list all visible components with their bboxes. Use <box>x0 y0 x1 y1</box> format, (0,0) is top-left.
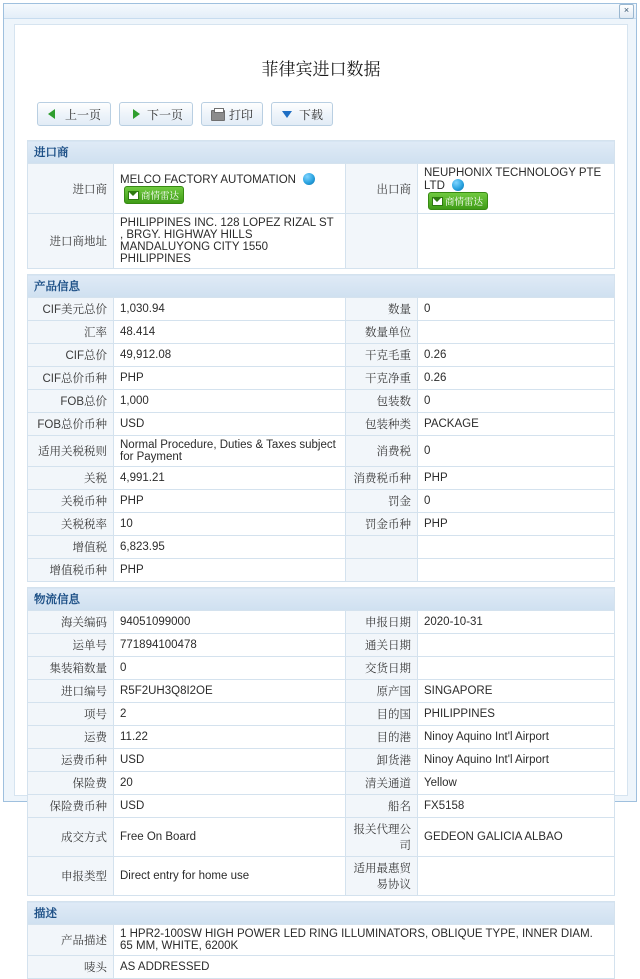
table-row <box>28 956 615 979</box>
field-label: 适用最惠贸易协议 <box>346 857 418 896</box>
field-value: 4,991.21 <box>114 467 346 490</box>
empty-label <box>346 214 418 269</box>
table-row <box>28 367 615 390</box>
field-value: 1,030.94 <box>114 298 346 321</box>
field-label: 适用关税税则 <box>28 436 114 467</box>
field-value: PHP <box>114 367 346 390</box>
product-section <box>27 274 615 582</box>
field-label: 目的国 <box>346 703 418 726</box>
table-row <box>28 559 615 582</box>
field-value: PHP <box>114 490 346 513</box>
field-label: 申报类型 <box>28 857 114 896</box>
field-value <box>418 657 615 680</box>
field-label: 目的港 <box>346 726 418 749</box>
prev-page-button[interactable] <box>37 102 111 126</box>
field-label: 运费币种 <box>28 749 114 772</box>
prev-page-label: 上一页 <box>65 107 102 122</box>
table-row <box>28 680 615 703</box>
field-value: 49,912.08 <box>114 344 346 367</box>
exporter-value <box>418 164 615 214</box>
importer-name: MELCO FACTORY AUTOMATION <box>120 174 296 186</box>
field-value: Normal Procedure, Duties & Taxes subject for Payment <box>114 436 346 467</box>
next-page-label: 下一页 <box>147 107 184 122</box>
table-row <box>28 344 615 367</box>
table-row <box>28 657 615 680</box>
contact-radar-badge[interactable] <box>428 192 488 210</box>
field-label: FOB总价币种 <box>28 413 114 436</box>
field-value: USD <box>114 413 346 436</box>
field-label: 运单号 <box>28 634 114 657</box>
table-row <box>28 795 615 818</box>
field-label: 通关日期 <box>346 634 418 657</box>
printer-icon <box>211 108 224 121</box>
table-row <box>28 390 615 413</box>
field-value: 2020-10-31 <box>418 611 615 634</box>
field-value: Ninoy Aquino Int'l Airport <box>418 749 615 772</box>
field-value: FX5158 <box>418 795 615 818</box>
field-value: 0 <box>418 490 615 513</box>
importer-label: 进口商 <box>28 164 114 214</box>
globe-icon[interactable] <box>303 173 315 185</box>
field-label: CIF总价币种 <box>28 367 114 390</box>
field-label: 数量单位 <box>346 321 418 344</box>
exporter-label: 出口商 <box>346 164 418 214</box>
field-label: 交货日期 <box>346 657 418 680</box>
field-value: 2 <box>114 703 346 726</box>
field-value: USD <box>114 795 346 818</box>
table-row <box>28 436 615 467</box>
field-value <box>418 559 615 582</box>
field-label: 汇率 <box>28 321 114 344</box>
next-page-button[interactable] <box>119 102 193 126</box>
importer-value <box>114 164 346 214</box>
field-value: PHILIPPINES <box>418 703 615 726</box>
field-label: 项号 <box>28 703 114 726</box>
document-content <box>14 24 628 974</box>
field-value: 1 HPR2-100SW HIGH POWER LED RING ILLUMINATORS, OBLIQUE TYPE, INNER DIAM. 65 MM, WHITE, 6200K <box>114 925 615 956</box>
table-row <box>28 703 615 726</box>
field-label: 唛头 <box>28 956 114 979</box>
print-label: 打印 <box>229 107 254 122</box>
table-row <box>28 726 615 749</box>
field-label: 包装数 <box>346 390 418 413</box>
field-label: 干克毛重 <box>346 344 418 367</box>
field-value <box>418 536 615 559</box>
field-label: 保险费币种 <box>28 795 114 818</box>
toolbar <box>15 102 627 126</box>
exporter-name: NEUPHONIX TECHNOLOGY PTE LTD <box>424 167 602 192</box>
importer-section <box>27 140 615 269</box>
field-label: 原产国 <box>346 680 418 703</box>
field-label: 船名 <box>346 795 418 818</box>
table-row <box>28 611 615 634</box>
field-label: 保险费 <box>28 772 114 795</box>
field-value: R5F2UH3Q8I2OE <box>114 680 346 703</box>
section-title-description: 描述 <box>28 902 615 925</box>
field-label: 海关编码 <box>28 611 114 634</box>
field-value: 0 <box>418 436 615 467</box>
contact-radar-label: 商情雷达 <box>141 191 180 202</box>
field-value: 0.26 <box>418 344 615 367</box>
field-value: 20 <box>114 772 346 795</box>
field-value: 94051099000 <box>114 611 346 634</box>
field-label: 成交方式 <box>28 818 114 857</box>
field-label: 数量 <box>346 298 418 321</box>
table-row <box>28 164 615 214</box>
table-row <box>28 298 615 321</box>
field-value: AS ADDRESSED <box>114 956 615 979</box>
table-row <box>28 513 615 536</box>
table-row <box>28 772 615 795</box>
table-row <box>28 857 615 896</box>
description-section <box>27 901 615 979</box>
empty-value <box>418 214 615 269</box>
section-title-logistics: 物流信息 <box>28 588 615 611</box>
window-titlebar <box>4 4 636 19</box>
section-title-importer: 进口商 <box>28 141 615 164</box>
table-row <box>28 536 615 559</box>
table-row <box>28 634 615 657</box>
field-value: PHP <box>418 467 615 490</box>
field-label: 关税税率 <box>28 513 114 536</box>
section-title-product: 产品信息 <box>28 275 615 298</box>
table-row <box>28 490 615 513</box>
field-value: 0 <box>418 390 615 413</box>
close-icon[interactable]: × <box>619 4 634 19</box>
field-value: 11.22 <box>114 726 346 749</box>
field-label: 增值税币种 <box>28 559 114 582</box>
field-value <box>418 857 615 896</box>
field-label: CIF总价 <box>28 344 114 367</box>
field-value: GEDEON GALICIA ALBAO <box>418 818 615 857</box>
field-value: Free On Board <box>114 818 346 857</box>
arrow-right-icon <box>129 108 142 121</box>
field-label: 关税 <box>28 467 114 490</box>
field-label: 集装箱数量 <box>28 657 114 680</box>
section-header-description <box>28 902 615 925</box>
field-value: SINGAPORE <box>418 680 615 703</box>
field-label: 包装种类 <box>346 413 418 436</box>
field-value: 10 <box>114 513 346 536</box>
dialog-window <box>3 3 637 974</box>
field-value: 6,823.95 <box>114 536 346 559</box>
field-label: 运费 <box>28 726 114 749</box>
field-value: 0.26 <box>418 367 615 390</box>
section-header-logistics <box>28 588 615 611</box>
table-row <box>28 818 615 857</box>
field-label: 罚金币种 <box>346 513 418 536</box>
data-tables <box>15 140 627 979</box>
field-value: Direct entry for home use <box>114 857 346 896</box>
field-label: 产品描述 <box>28 925 114 956</box>
field-label <box>346 536 418 559</box>
field-label: CIF美元总价 <box>28 298 114 321</box>
section-header-importer <box>28 141 615 164</box>
table-row <box>28 214 615 269</box>
field-value: 48.414 <box>114 321 346 344</box>
field-value: 0 <box>114 657 346 680</box>
field-label: 干克净重 <box>346 367 418 390</box>
table-row <box>28 413 615 436</box>
table-row <box>28 749 615 772</box>
field-label: 卸货港 <box>346 749 418 772</box>
section-header-product <box>28 275 615 298</box>
table-row <box>28 321 615 344</box>
field-value: PACKAGE <box>418 413 615 436</box>
field-label: 关税币种 <box>28 490 114 513</box>
field-label: 申报日期 <box>346 611 418 634</box>
field-value: PHP <box>418 513 615 536</box>
globe-icon[interactable] <box>452 179 464 191</box>
field-value <box>418 321 615 344</box>
importer-address-value: PHILIPPINES INC. 128 LOPEZ RIZAL ST , BRGY. HIGHWAY HILLS MANDALUYONG CITY 1550 PHILIPPINES <box>114 214 346 269</box>
field-value: 1,000 <box>114 390 346 413</box>
arrow-left-icon <box>47 108 60 121</box>
importer-address-label: 进口商地址 <box>28 214 114 269</box>
field-value: Yellow <box>418 772 615 795</box>
table-row <box>28 925 615 956</box>
field-label: 报关代理公司 <box>346 818 418 857</box>
field-label: 进口编号 <box>28 680 114 703</box>
logistics-section <box>27 587 615 896</box>
field-label <box>346 559 418 582</box>
field-value: PHP <box>114 559 346 582</box>
download-icon <box>281 108 294 121</box>
field-value: USD <box>114 749 346 772</box>
field-label: 清关通道 <box>346 772 418 795</box>
page-title: 菲律宾进口数据 <box>261 60 381 79</box>
table-row <box>28 467 615 490</box>
contact-radar-label: 商情雷达 <box>445 197 484 208</box>
field-label: 罚金 <box>346 490 418 513</box>
field-value <box>418 634 615 657</box>
envelope-icon <box>128 191 139 200</box>
field-label: 增值税 <box>28 536 114 559</box>
envelope-icon <box>432 197 443 206</box>
download-label: 下载 <box>299 107 324 122</box>
contact-radar-badge[interactable] <box>124 186 184 204</box>
print-button[interactable] <box>201 102 263 126</box>
field-label: FOB总价 <box>28 390 114 413</box>
field-value: 771894100478 <box>114 634 346 657</box>
field-value: 0 <box>418 298 615 321</box>
field-label: 消费税 <box>346 436 418 467</box>
field-value: Ninoy Aquino Int'l Airport <box>418 726 615 749</box>
download-button[interactable] <box>271 102 333 126</box>
field-label: 消费税币种 <box>346 467 418 490</box>
